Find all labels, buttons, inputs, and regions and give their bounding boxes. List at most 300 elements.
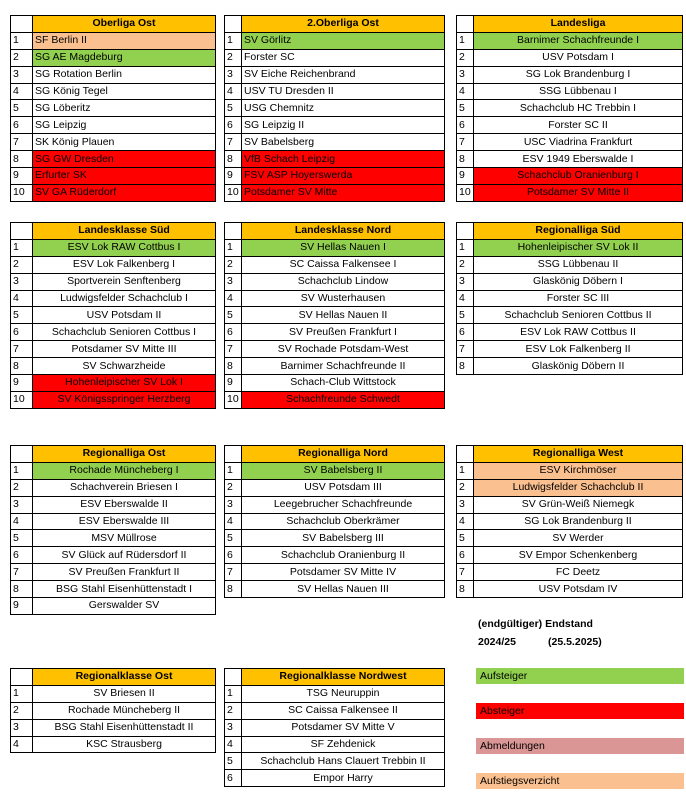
- rank-cell: 4: [457, 83, 474, 100]
- standing-date: (25.5.2025): [548, 636, 602, 648]
- rank-cell: 3: [457, 273, 474, 290]
- rank-cell: 2: [457, 479, 474, 496]
- table-row: [11, 685, 216, 702]
- rank-cell: 1: [225, 685, 242, 702]
- table-row: [11, 341, 216, 358]
- table-row: [11, 324, 216, 341]
- table-row: [11, 479, 216, 496]
- table-row: [11, 358, 216, 375]
- rank-cell: 6: [11, 117, 33, 134]
- table-row: [11, 83, 216, 100]
- rank-cell: 9: [225, 375, 242, 392]
- team-cell: SK König Plauen: [33, 134, 216, 151]
- rank-cell: 5: [225, 753, 242, 770]
- rank-cell: 2: [457, 256, 474, 273]
- table-row: [11, 547, 216, 564]
- rank-cell: 6: [457, 117, 474, 134]
- team-cell: Schachclub Hans Clauert Trebbin II: [242, 753, 445, 770]
- rank-cell: 10: [457, 184, 474, 201]
- table-row: [225, 273, 445, 290]
- rank-cell: 1: [11, 239, 33, 256]
- rank-cell: 1: [457, 239, 474, 256]
- rank-cell: 4: [225, 736, 242, 753]
- team-cell: Potsdamer SV Mitte IV: [242, 564, 445, 581]
- table-row: [457, 32, 683, 49]
- league-table: [224, 222, 445, 409]
- rank-cell: 8: [11, 358, 33, 375]
- team-cell: SC Caissa Falkensee I: [242, 256, 445, 273]
- rank-cell: 3: [11, 66, 33, 83]
- team-cell: Schachclub Oranienburg I: [474, 168, 683, 185]
- team-cell: SV Eiche Reichenbrand: [242, 66, 445, 83]
- rank-cell: 9: [225, 168, 242, 185]
- header-rank-cell: [457, 223, 474, 240]
- rank-cell: 10: [225, 184, 242, 201]
- rank-cell: 1: [225, 462, 242, 479]
- rank-cell: 3: [225, 273, 242, 290]
- table-row: [457, 117, 683, 134]
- rank-cell: 2: [457, 49, 474, 66]
- header-rank-cell: [225, 446, 242, 463]
- rank-cell: 10: [11, 391, 33, 408]
- team-cell: Erfurter SK: [33, 168, 216, 185]
- table-row: [225, 324, 445, 341]
- rank-cell: 4: [225, 513, 242, 530]
- table-row: [225, 581, 445, 598]
- team-cell: Glaskönig Döbern I: [474, 273, 683, 290]
- table-row: [11, 462, 216, 479]
- team-cell: ESV Lok Falkenberg II: [474, 341, 683, 358]
- rank-cell: 2: [11, 479, 33, 496]
- table-row: [457, 49, 683, 66]
- team-cell: USG Chemnitz: [242, 100, 445, 117]
- rank-cell: 5: [457, 307, 474, 324]
- table-row: [225, 547, 445, 564]
- team-cell: ESV Eberswalde III: [33, 513, 216, 530]
- team-cell: ESV 1949 Eberswalde I: [474, 151, 683, 168]
- header-rank-cell: [225, 16, 242, 33]
- table-row: [225, 513, 445, 530]
- table-row: [225, 391, 445, 408]
- rank-cell: 1: [11, 685, 33, 702]
- table-row: [457, 547, 683, 564]
- rank-cell: 7: [457, 134, 474, 151]
- table-row: [11, 702, 216, 719]
- header-rank-cell: [11, 223, 33, 240]
- team-cell: SG Rotation Berlin: [33, 66, 216, 83]
- league-table: [224, 668, 445, 787]
- rank-cell: 4: [457, 513, 474, 530]
- rank-cell: 8: [225, 151, 242, 168]
- rank-cell: 6: [225, 117, 242, 134]
- table-row: [457, 134, 683, 151]
- table-row: [11, 530, 216, 547]
- table-row: [457, 530, 683, 547]
- team-cell: Schachclub Senioren Cottbus I: [33, 324, 216, 341]
- rank-cell: 6: [11, 547, 33, 564]
- table-row: [225, 32, 445, 49]
- table-row: [11, 581, 216, 598]
- team-cell: Schachclub HC Trebbin I: [474, 100, 683, 117]
- table-row: [11, 134, 216, 151]
- team-cell: USV Potsdam IV: [474, 581, 683, 598]
- team-cell: Schach-Club Wittstock: [242, 375, 445, 392]
- table-row: [225, 341, 445, 358]
- rank-cell: 8: [225, 358, 242, 375]
- team-cell: MSV Müllrose: [33, 530, 216, 547]
- league-table: [224, 15, 445, 202]
- team-cell: Forster SC III: [474, 290, 683, 307]
- rank-cell: 4: [225, 290, 242, 307]
- team-cell: Schachclub Senioren Cottbus II: [474, 307, 683, 324]
- header-rank-cell: [225, 669, 242, 686]
- table-row: [225, 49, 445, 66]
- team-cell: Ludwigsfelder Schachclub II: [474, 479, 683, 496]
- table-row: [457, 564, 683, 581]
- team-cell: Barnimer Schachfreunde II: [242, 358, 445, 375]
- table-row: [225, 168, 445, 185]
- table-row: [225, 307, 445, 324]
- rank-cell: 1: [11, 462, 33, 479]
- team-cell: SV Königsspringer Herzberg: [33, 391, 216, 408]
- table-row: [225, 719, 445, 736]
- table-row: [11, 290, 216, 307]
- table-row: [11, 391, 216, 408]
- team-cell: Potsdamer SV Mitte III: [33, 341, 216, 358]
- rank-cell: 4: [11, 83, 33, 100]
- rank-cell: 6: [457, 324, 474, 341]
- league-table: [456, 445, 683, 598]
- team-cell: Schachclub Oberkrämer: [242, 513, 445, 530]
- rank-cell: 1: [11, 32, 33, 49]
- table-row: [457, 307, 683, 324]
- team-cell: ESV Kirchmöser: [474, 462, 683, 479]
- team-cell: SG Lok Brandenburg I: [474, 66, 683, 83]
- league-title: Regionalliga West: [474, 446, 683, 463]
- rank-cell: 3: [11, 719, 33, 736]
- table-row: [11, 168, 216, 185]
- team-cell: Ludwigsfelder Schachclub I: [33, 290, 216, 307]
- rank-cell: 7: [457, 564, 474, 581]
- table-row: [457, 184, 683, 201]
- team-cell: SF Zehdenick: [242, 736, 445, 753]
- league-title: Regionalliga Süd: [474, 223, 683, 240]
- team-cell: Glaskönig Döbern II: [474, 358, 683, 375]
- team-cell: SV Hellas Nauen I: [242, 239, 445, 256]
- rank-cell: 9: [457, 168, 474, 185]
- league-table: [10, 445, 216, 615]
- team-cell: ESV Lok RAW Cottbus II: [474, 324, 683, 341]
- league-title: Regionalliga Ost: [33, 446, 216, 463]
- team-cell: SF Berlin II: [33, 32, 216, 49]
- team-cell: Barnimer Schachfreunde I: [474, 32, 683, 49]
- rank-cell: 1: [457, 32, 474, 49]
- team-cell: SV Babelsberg II: [242, 462, 445, 479]
- table-row: [11, 598, 216, 615]
- table-row: [457, 581, 683, 598]
- team-cell: Forster SC II: [474, 117, 683, 134]
- rank-cell: 7: [457, 341, 474, 358]
- table-row: [11, 513, 216, 530]
- team-cell: SG Lok Brandenburg II: [474, 513, 683, 530]
- rank-cell: 2: [11, 256, 33, 273]
- standing-note: (endgültiger) Endstand: [478, 618, 593, 630]
- table-row: [457, 462, 683, 479]
- rank-cell: 9: [11, 168, 33, 185]
- team-cell: ESV Lok RAW Cottbus I: [33, 239, 216, 256]
- team-cell: Rochade Müncheberg I: [33, 462, 216, 479]
- team-cell: ESV Lok Falkenberg I: [33, 256, 216, 273]
- table-row: [225, 290, 445, 307]
- rank-cell: 7: [225, 564, 242, 581]
- rank-cell: 10: [225, 391, 242, 408]
- table-row: [11, 66, 216, 83]
- legend-aufsteiger: Aufsteiger: [476, 668, 684, 684]
- legend-abmeldungen: Abmeldungen: [476, 738, 684, 754]
- league-title: 2.Oberliga Ost: [242, 16, 445, 33]
- rank-cell: 5: [457, 530, 474, 547]
- table-row: [457, 256, 683, 273]
- team-cell: Hohenleipischer SV Lok II: [474, 239, 683, 256]
- rank-cell: 3: [457, 66, 474, 83]
- table-row: [11, 32, 216, 49]
- table-row: [225, 770, 445, 787]
- table-row: [225, 753, 445, 770]
- rank-cell: 1: [457, 462, 474, 479]
- table-row: [225, 685, 445, 702]
- league-table: [10, 15, 216, 202]
- rank-cell: 1: [225, 239, 242, 256]
- table-row: [457, 168, 683, 185]
- team-cell: KSC Strausberg: [33, 736, 216, 753]
- team-cell: Forster SC: [242, 49, 445, 66]
- table-row: [11, 256, 216, 273]
- team-cell: SC Caissa Falkensee II: [242, 702, 445, 719]
- table-row: [11, 719, 216, 736]
- team-cell: SG Leipzig: [33, 117, 216, 134]
- table-row: [225, 702, 445, 719]
- rank-cell: 3: [225, 496, 242, 513]
- team-cell: SV Briesen II: [33, 685, 216, 702]
- rank-cell: 6: [225, 770, 242, 787]
- header-rank-cell: [457, 16, 474, 33]
- team-cell: BSG Stahl Eisenhüttenstadt II: [33, 719, 216, 736]
- league-title: Regionalklasse Nordwest: [242, 669, 445, 686]
- table-row: [457, 66, 683, 83]
- team-cell: SG Leipzig II: [242, 117, 445, 134]
- table-row: [457, 273, 683, 290]
- table-row: [225, 496, 445, 513]
- team-cell: Schachverein Briesen I: [33, 479, 216, 496]
- table-row: [457, 100, 683, 117]
- table-row: [225, 736, 445, 753]
- table-row: [457, 513, 683, 530]
- team-cell: SSG Lübbenau I: [474, 83, 683, 100]
- team-cell: SV Preußen Frankfurt II: [33, 564, 216, 581]
- team-cell: SV Preußen Frankfurt I: [242, 324, 445, 341]
- team-cell: Sportverein Senftenberg: [33, 273, 216, 290]
- rank-cell: 2: [225, 479, 242, 496]
- table-row: [225, 184, 445, 201]
- team-cell: SG GW Dresden: [33, 151, 216, 168]
- league-title: Regionalklasse Ost: [33, 669, 216, 686]
- team-cell: USV Potsdam III: [242, 479, 445, 496]
- table-row: [11, 375, 216, 392]
- league-table: [10, 668, 216, 753]
- league-title: Oberliga Ost: [33, 16, 216, 33]
- rank-cell: 8: [225, 581, 242, 598]
- rank-cell: 4: [457, 290, 474, 307]
- table-row: [11, 49, 216, 66]
- table-row: [11, 736, 216, 753]
- header-rank-cell: [11, 446, 33, 463]
- table-row: [457, 239, 683, 256]
- table-row: [457, 151, 683, 168]
- rank-cell: 4: [225, 83, 242, 100]
- team-cell: SV Hellas Nauen III: [242, 581, 445, 598]
- league-title: Regionalliga Nord: [242, 446, 445, 463]
- rank-cell: 3: [225, 719, 242, 736]
- rank-cell: 2: [225, 702, 242, 719]
- season-label: 2024/25: [478, 636, 516, 648]
- table-row: [225, 462, 445, 479]
- team-cell: Leegebrucher Schachfreunde: [242, 496, 445, 513]
- league-title: Landesklasse Süd: [33, 223, 216, 240]
- header-rank-cell: [225, 223, 242, 240]
- league-table: [224, 445, 445, 598]
- rank-cell: 3: [457, 496, 474, 513]
- team-cell: Hohenleipischer SV Lok I: [33, 375, 216, 392]
- table-row: [225, 66, 445, 83]
- table-row: [225, 358, 445, 375]
- team-cell: SG AE Magdeburg: [33, 49, 216, 66]
- team-cell: Rochade Müncheberg II: [33, 702, 216, 719]
- table-row: [225, 83, 445, 100]
- team-cell: SV Rochade Potsdam-West: [242, 341, 445, 358]
- league-title: Landesliga: [474, 16, 683, 33]
- team-cell: SV Glück auf Rüdersdorf II: [33, 547, 216, 564]
- rank-cell: 2: [225, 256, 242, 273]
- rank-cell: 4: [11, 290, 33, 307]
- rank-cell: 7: [225, 134, 242, 151]
- rank-cell: 7: [11, 341, 33, 358]
- legend-absteiger: Absteiger: [476, 703, 684, 719]
- rank-cell: 5: [225, 100, 242, 117]
- rank-cell: 5: [457, 100, 474, 117]
- team-cell: SSG Lübbenau II: [474, 256, 683, 273]
- team-cell: SV Hellas Nauen II: [242, 307, 445, 324]
- rank-cell: 6: [225, 547, 242, 564]
- rank-cell: 10: [11, 184, 33, 201]
- team-cell: SG Löberitz: [33, 100, 216, 117]
- rank-cell: 8: [11, 151, 33, 168]
- league-table: [456, 15, 683, 202]
- team-cell: SV Schwarzheide: [33, 358, 216, 375]
- rank-cell: 4: [11, 736, 33, 753]
- table-row: [225, 375, 445, 392]
- table-row: [225, 100, 445, 117]
- rank-cell: 5: [225, 530, 242, 547]
- rank-cell: 6: [11, 324, 33, 341]
- team-cell: SV Empor Schenkenberg: [474, 547, 683, 564]
- rank-cell: 7: [11, 134, 33, 151]
- table-row: [225, 134, 445, 151]
- rank-cell: 5: [11, 530, 33, 547]
- rank-cell: 2: [225, 49, 242, 66]
- team-cell: USV Potsdam I: [474, 49, 683, 66]
- table-row: [225, 530, 445, 547]
- rank-cell: 8: [457, 151, 474, 168]
- team-cell: USV Potsdam II: [33, 307, 216, 324]
- team-cell: SV Babelsberg III: [242, 530, 445, 547]
- team-cell: ESV Eberswalde II: [33, 496, 216, 513]
- team-cell: SV Grün-Weiß Niemegk: [474, 496, 683, 513]
- table-row: [457, 324, 683, 341]
- table-row: [457, 479, 683, 496]
- rank-cell: 8: [457, 358, 474, 375]
- team-cell: Potsdamer SV Mitte V: [242, 719, 445, 736]
- rank-cell: 5: [11, 100, 33, 117]
- table-row: [11, 117, 216, 134]
- team-cell: Gerswalder SV: [33, 598, 216, 615]
- team-cell: Schachclub Oranienburg II: [242, 547, 445, 564]
- league-table: [10, 222, 216, 409]
- team-cell: TSG Neuruppin: [242, 685, 445, 702]
- team-cell: Schachclub Lindow: [242, 273, 445, 290]
- rank-cell: 6: [225, 324, 242, 341]
- team-cell: SG König Tegel: [33, 83, 216, 100]
- table-row: [225, 117, 445, 134]
- table-row: [457, 358, 683, 375]
- team-cell: SV Babelsberg: [242, 134, 445, 151]
- rank-cell: 3: [11, 496, 33, 513]
- table-row: [225, 151, 445, 168]
- table-row: [11, 184, 216, 201]
- rank-cell: 3: [225, 66, 242, 83]
- header-rank-cell: [457, 446, 474, 463]
- team-cell: Schachfreunde Schwedt: [242, 391, 445, 408]
- table-row: [457, 341, 683, 358]
- header-rank-cell: [11, 669, 33, 686]
- team-cell: SV Görlitz: [242, 32, 445, 49]
- rank-cell: 9: [11, 598, 33, 615]
- rank-cell: 6: [457, 547, 474, 564]
- league-title: Landesklasse Nord: [242, 223, 445, 240]
- table-row: [11, 307, 216, 324]
- table-row: [225, 564, 445, 581]
- table-row: [11, 151, 216, 168]
- rank-cell: 4: [11, 513, 33, 530]
- table-row: [225, 256, 445, 273]
- rank-cell: 2: [11, 49, 33, 66]
- team-cell: FC Deetz: [474, 564, 683, 581]
- league-table: [456, 222, 683, 375]
- rank-cell: 8: [457, 581, 474, 598]
- table-row: [457, 496, 683, 513]
- team-cell: FSV ASP Hoyerswerda: [242, 168, 445, 185]
- rank-cell: 1: [225, 32, 242, 49]
- table-row: [11, 564, 216, 581]
- rank-cell: 8: [11, 581, 33, 598]
- table-row: [457, 83, 683, 100]
- table-row: [11, 100, 216, 117]
- table-row: [225, 239, 445, 256]
- team-cell: VfB Schach Leipzig: [242, 151, 445, 168]
- rank-cell: 3: [11, 273, 33, 290]
- table-row: [225, 479, 445, 496]
- header-rank-cell: [11, 16, 33, 33]
- team-cell: SV Werder: [474, 530, 683, 547]
